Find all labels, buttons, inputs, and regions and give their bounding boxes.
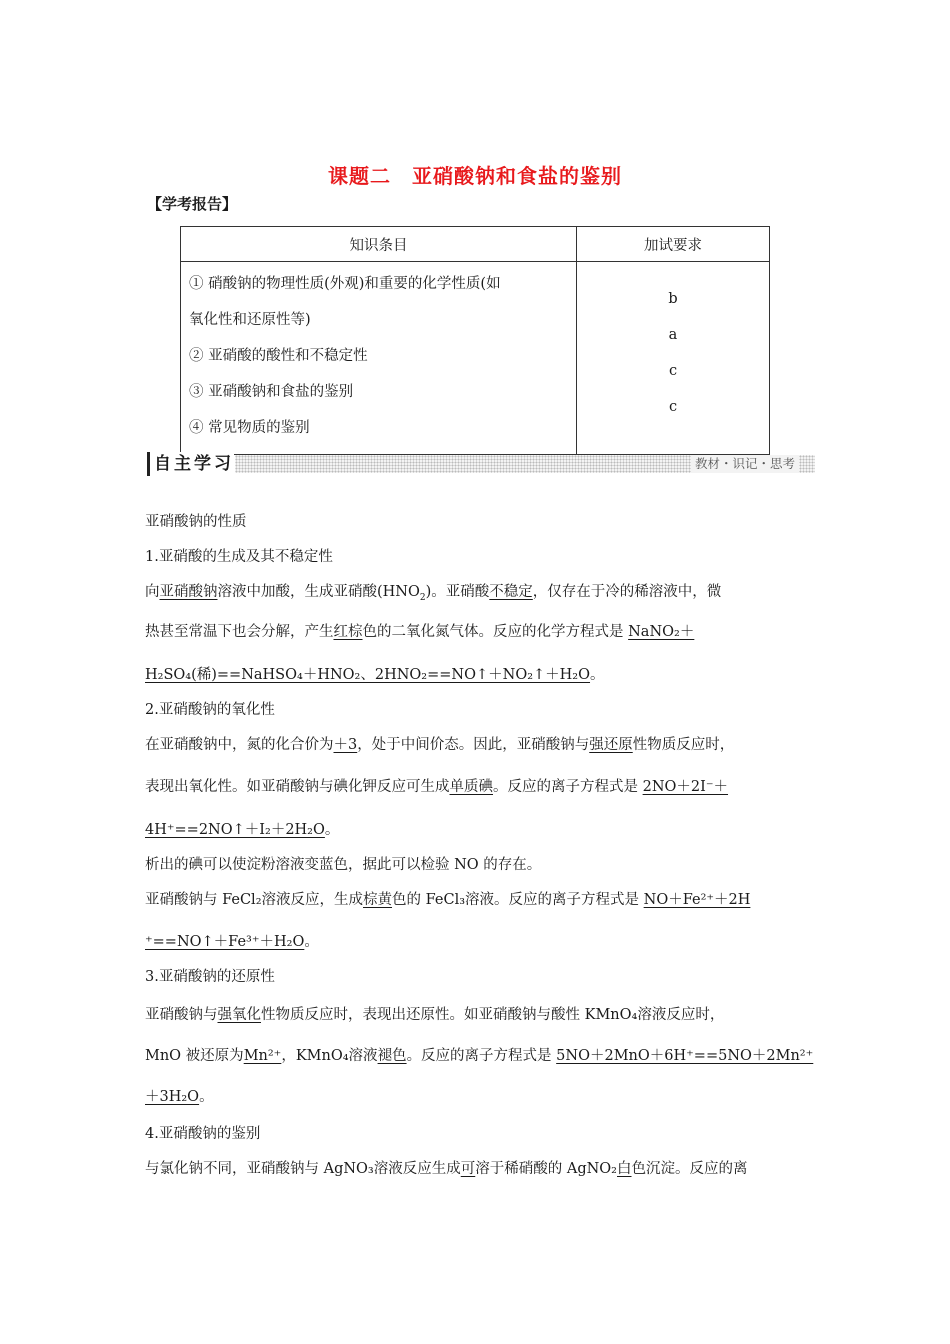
level-value: b	[668, 291, 678, 307]
knowledge-item: ③ 亚硝酸钠和食盐的鉴别	[189, 384, 354, 400]
paragraph-line: MnO 被还原为Mn²⁺，KMnO₄溶液褪色。反应的离子方程式是 5NO＋2MnO＋6H⁺==5NO＋2Mn²⁺	[145, 1048, 814, 1064]
paragraph-line: 在亚硝酸钠中，氮的化合价为＋3，处于中间价态。因此，亚硝酸钠与强还原性物质反应时，	[145, 737, 735, 753]
report-label: 【学考报告】	[147, 195, 238, 213]
paragraph-line: 亚硝酸钠与 FeCl₂溶液反应，生成棕黄色的 FeCl₃溶液。反应的离子方程式是 NO＋Fe²⁺＋2H	[145, 892, 751, 908]
section-1-title: 1.亚硝酸的生成及其不稳定性	[145, 549, 333, 565]
knowledge-item: 氧化性和还原性等)	[189, 312, 311, 328]
knowledge-item: ① 硝酸钠的物理性质(外观)和重要的化学性质(如	[189, 276, 501, 292]
paragraph-line: H₂SO₄(稀)==NaHSO₄＋HNO₂、2HNO₂==NO↑＋NO₂↑＋H₂O。	[145, 667, 605, 683]
paragraph-line: ＋3H₂O。	[145, 1089, 214, 1105]
section-tag: 教材・识记・思考	[691, 455, 799, 473]
section-banner	[147, 452, 815, 476]
paragraph-line: 表现出氧化性。如亚硝酸钠与碘化钾反应可生成单质碘。反应的离子方程式是 2NO＋2I⁻＋	[145, 779, 729, 795]
topic-heading: 亚硝酸钠的性质	[145, 514, 247, 530]
level-value: a	[668, 327, 678, 343]
paragraph-line: 与氯化钠不同，亚硝酸钠与 AgNO₃溶液反应生成可溶于稀硝酸的 AgNO₂白色沉淀。反应的离	[145, 1161, 748, 1177]
table-header-row	[181, 227, 770, 262]
paragraph-line: 4H⁺==2NO↑＋I₂＋2H₂O。	[145, 822, 340, 838]
paragraph-line: 热甚至常温下也会分解，产生红棕色的二氧化氮气体。反应的化学方程式是 NaNO₂＋	[145, 624, 695, 640]
page-title: 课题二 亚硝酸钠和食盐的鉴别	[328, 164, 622, 188]
section-4-title: 4.亚硝酸钠的鉴别	[145, 1126, 261, 1142]
level-value: c	[668, 399, 678, 415]
knowledge-item: ② 亚硝酸的酸性和不稳定性	[189, 348, 368, 364]
paragraph-line: 向亚硝酸钠溶液中加酸，生成亚硝酸$(HNO_2)$。亚硝酸不稳定，仅存在于冷的稀溶液中，微	[145, 584, 722, 603]
table-header-knowledge: 知识条目	[181, 227, 577, 262]
section-heading: 自主学习	[147, 452, 234, 476]
paragraph-line: 亚硝酸钠与强氧化性物质反应时，表现出还原性。如亚硝酸钠与酸性 KMnO₄溶液反应时，	[145, 1007, 725, 1023]
paragraph-line: 析出的碘可以使淀粉溶液变蓝色，据此可以检验 NO 的存在。	[145, 857, 542, 873]
levels-cell	[577, 262, 770, 455]
requirements-table	[180, 226, 770, 455]
section-2-title: 2.亚硝酸钠的氧化性	[145, 702, 275, 718]
table-row	[181, 262, 770, 455]
knowledge-item: ④ 常见物质的鉴别	[189, 420, 310, 436]
level-value: c	[668, 363, 678, 379]
knowledge-items-cell	[181, 262, 577, 455]
table-header-requirement: 加试要求	[577, 227, 770, 262]
paragraph-line: ⁺==NO↑＋Fe³⁺＋H₂O。	[145, 934, 319, 950]
section-3-title: 3.亚硝酸钠的还原性	[145, 969, 275, 985]
